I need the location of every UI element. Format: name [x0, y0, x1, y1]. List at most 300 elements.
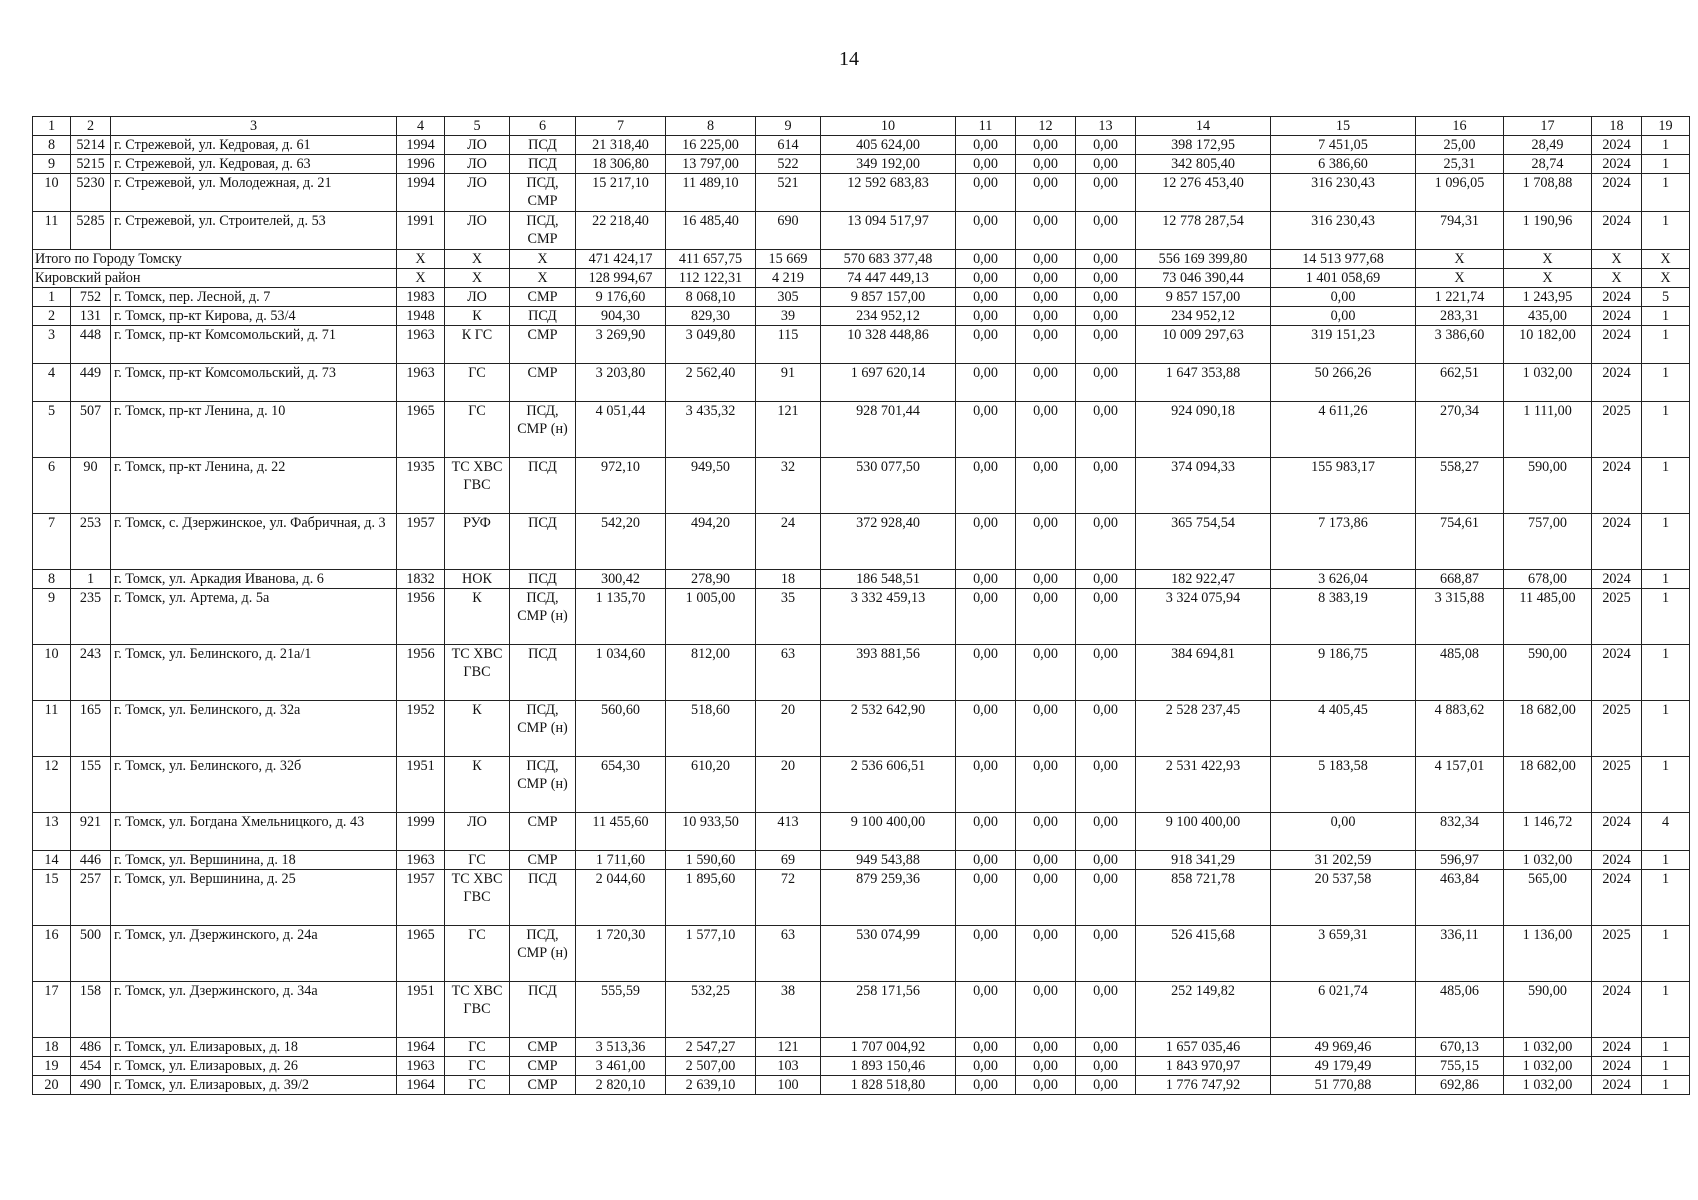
col19-cell: 1: [1642, 514, 1690, 570]
col11-cell: 0,00: [956, 570, 1016, 589]
year-cell: 1963: [397, 326, 445, 364]
plan-year-cell: 2024: [1592, 645, 1642, 701]
col12-cell: 0,00: [1016, 174, 1076, 212]
address-cell: г. Томск, пер. Лесной, д. 7: [111, 288, 397, 307]
total-cell: Х: [1416, 250, 1504, 269]
total-cost-cell: 3 332 459,13: [821, 589, 956, 645]
owners-cost-cell: 6 386,60: [1271, 155, 1416, 174]
column-number: 16: [1416, 117, 1504, 136]
work-type-cell: СМР: [510, 1076, 576, 1095]
work-type-cell: ПСД: [510, 307, 576, 326]
unit-cost-cell: 283,31: [1416, 307, 1504, 326]
residents-cell: 38: [756, 982, 821, 1038]
col13-cell: 0,00: [1076, 402, 1136, 458]
systems-cell: ГС: [445, 1038, 510, 1057]
col13-cell: 0,00: [1076, 458, 1136, 514]
table-row: [33, 813, 1690, 851]
address-cell: г. Томск, с. Дзержинское, ул. Фабричная, д. 3: [111, 514, 397, 570]
living-area-cell: 3 049,80: [666, 326, 756, 364]
owners-cost-cell: 7 451,05: [1271, 136, 1416, 155]
total-cost-cell: 405 624,00: [821, 136, 956, 155]
column-number: 17: [1504, 117, 1592, 136]
fund-cost-cell: 526 415,68: [1136, 926, 1271, 982]
living-area-cell: 16 225,00: [666, 136, 756, 155]
work-type-cell: СМР: [510, 813, 576, 851]
fund-cost-cell: 365 754,54: [1136, 514, 1271, 570]
year-cell: 1951: [397, 982, 445, 1038]
col11-cell: 0,00: [956, 926, 1016, 982]
table-row: [33, 757, 1690, 813]
col19-cell: 1: [1642, 870, 1690, 926]
fund-cost-cell: 3 324 075,94: [1136, 589, 1271, 645]
col11-cell: 0,00: [956, 1038, 1016, 1057]
col13-cell: 0,00: [1076, 1057, 1136, 1076]
row-number-cell: 10: [33, 645, 71, 701]
column-number: 4: [397, 117, 445, 136]
col11-cell: 0,00: [956, 212, 1016, 250]
column-number: 12: [1016, 117, 1076, 136]
work-type-cell: СМР: [510, 364, 576, 402]
total-label: Итого по Городу Томску: [33, 250, 397, 269]
house-id-cell: 155: [71, 757, 111, 813]
col13-cell: 0,00: [1076, 307, 1136, 326]
residents-cell: 72: [756, 870, 821, 926]
total-cost-cell: 393 881,56: [821, 645, 956, 701]
total-cell: 556 169 399,80: [1136, 250, 1271, 269]
address-cell: г. Томск, пр-кт Комсомольский, д. 71: [111, 326, 397, 364]
year-cell: 1957: [397, 514, 445, 570]
house-id-cell: 490: [71, 1076, 111, 1095]
table-row: [33, 589, 1690, 645]
year-cell: 1983: [397, 288, 445, 307]
systems-cell: НОК: [445, 570, 510, 589]
systems-cell: К ГС: [445, 326, 510, 364]
address-cell: г. Томск, пр-кт Кирова, д. 53/4: [111, 307, 397, 326]
row-number-cell: 4: [33, 364, 71, 402]
work-type-cell: ПСД: [510, 155, 576, 174]
total-cell: 0,00: [1016, 269, 1076, 288]
row-number-cell: 18: [33, 1038, 71, 1057]
total-cell: Х: [510, 250, 576, 269]
address-cell: г. Томск, ул. Елизаровых, д. 26: [111, 1057, 397, 1076]
col11-cell: 0,00: [956, 402, 1016, 458]
table-row: [33, 326, 1690, 364]
fund-cost-cell: 384 694,81: [1136, 645, 1271, 701]
owners-cost-cell: 5 183,58: [1271, 757, 1416, 813]
total-area-cell: 11 455,60: [576, 813, 666, 851]
total-cell: 112 122,31: [666, 269, 756, 288]
max-unit-cost-cell: 28,49: [1504, 136, 1592, 155]
max-unit-cost-cell: 1 032,00: [1504, 851, 1592, 870]
plan-year-cell: 2025: [1592, 926, 1642, 982]
row-number-cell: 7: [33, 514, 71, 570]
row-number-cell: 12: [33, 757, 71, 813]
systems-cell: ТС ХВС ГВС: [445, 982, 510, 1038]
living-area-cell: 1 577,10: [666, 926, 756, 982]
col19-cell: 1: [1642, 926, 1690, 982]
col19-cell: 1: [1642, 155, 1690, 174]
fund-cost-cell: 858 721,78: [1136, 870, 1271, 926]
column-number: 9: [756, 117, 821, 136]
col11-cell: 0,00: [956, 307, 1016, 326]
unit-cost-cell: 558,27: [1416, 458, 1504, 514]
year-cell: 1999: [397, 813, 445, 851]
unit-cost-cell: 485,08: [1416, 645, 1504, 701]
total-cell: Х: [510, 269, 576, 288]
year-cell: 1964: [397, 1076, 445, 1095]
total-area-cell: 560,60: [576, 701, 666, 757]
total-area-cell: 3 269,90: [576, 326, 666, 364]
total-cell: Х: [1416, 269, 1504, 288]
residents-cell: 69: [756, 851, 821, 870]
work-type-cell: СМР: [510, 1038, 576, 1057]
total-cell: 0,00: [956, 269, 1016, 288]
work-type-cell: ПСД, СМР (н): [510, 757, 576, 813]
col13-cell: 0,00: [1076, 926, 1136, 982]
col11-cell: 0,00: [956, 136, 1016, 155]
plan-year-cell: 2024: [1592, 851, 1642, 870]
work-type-cell: ПСД: [510, 458, 576, 514]
total-area-cell: 3 513,36: [576, 1038, 666, 1057]
row-number-cell: 10: [33, 174, 71, 212]
unit-cost-cell: 755,15: [1416, 1057, 1504, 1076]
total-cell: Х: [397, 269, 445, 288]
fund-cost-cell: 1 843 970,97: [1136, 1057, 1271, 1076]
living-area-cell: 949,50: [666, 458, 756, 514]
total-cell: 0,00: [1016, 250, 1076, 269]
year-cell: 1996: [397, 155, 445, 174]
unit-cost-cell: 668,87: [1416, 570, 1504, 589]
total-cell: 0,00: [1076, 250, 1136, 269]
address-cell: г. Томск, ул. Дзержинского, д. 24а: [111, 926, 397, 982]
table-row: [33, 136, 1690, 155]
col12-cell: 0,00: [1016, 589, 1076, 645]
unit-cost-cell: 25,00: [1416, 136, 1504, 155]
systems-cell: К: [445, 307, 510, 326]
max-unit-cost-cell: 11 485,00: [1504, 589, 1592, 645]
table-row: [33, 458, 1690, 514]
address-cell: г. Томск, ул. Елизаровых, д. 39/2: [111, 1076, 397, 1095]
col12-cell: 0,00: [1016, 1038, 1076, 1057]
col12-cell: 0,00: [1016, 307, 1076, 326]
col19-cell: 1: [1642, 645, 1690, 701]
total-area-cell: 1 720,30: [576, 926, 666, 982]
living-area-cell: 2 507,00: [666, 1057, 756, 1076]
year-cell: 1965: [397, 926, 445, 982]
column-number: 10: [821, 117, 956, 136]
total-cost-cell: 1 828 518,80: [821, 1076, 956, 1095]
systems-cell: ГС: [445, 851, 510, 870]
house-id-cell: 257: [71, 870, 111, 926]
plan-year-cell: 2024: [1592, 288, 1642, 307]
fund-cost-cell: 924 090,18: [1136, 402, 1271, 458]
unit-cost-cell: 596,97: [1416, 851, 1504, 870]
col11-cell: 0,00: [956, 326, 1016, 364]
col13-cell: 0,00: [1076, 174, 1136, 212]
total-cost-cell: 1 697 620,14: [821, 364, 956, 402]
fund-cost-cell: 918 341,29: [1136, 851, 1271, 870]
house-id-cell: 507: [71, 402, 111, 458]
col12-cell: 0,00: [1016, 1076, 1076, 1095]
total-cell: Х: [445, 269, 510, 288]
column-number: 8: [666, 117, 756, 136]
total-cost-cell: 9 857 157,00: [821, 288, 956, 307]
max-unit-cost-cell: 1 146,72: [1504, 813, 1592, 851]
total-cell: Х: [1504, 250, 1592, 269]
plan-year-cell: 2024: [1592, 870, 1642, 926]
residents-cell: 63: [756, 645, 821, 701]
table-row: [33, 926, 1690, 982]
systems-cell: К: [445, 701, 510, 757]
systems-cell: ГС: [445, 1057, 510, 1076]
residents-cell: 522: [756, 155, 821, 174]
systems-cell: ЛО: [445, 174, 510, 212]
column-number: 3: [111, 117, 397, 136]
row-number-cell: 6: [33, 458, 71, 514]
total-area-cell: 1 711,60: [576, 851, 666, 870]
year-cell: 1951: [397, 757, 445, 813]
work-type-cell: ПСД: [510, 514, 576, 570]
col12-cell: 0,00: [1016, 926, 1076, 982]
plan-year-cell: 2025: [1592, 589, 1642, 645]
house-id-cell: 500: [71, 926, 111, 982]
living-area-cell: 16 485,40: [666, 212, 756, 250]
column-number: 14: [1136, 117, 1271, 136]
address-cell: г. Томск, ул. Вершинина, д. 18: [111, 851, 397, 870]
col13-cell: 0,00: [1076, 813, 1136, 851]
total-cell: Х: [1642, 269, 1690, 288]
col13-cell: 0,00: [1076, 701, 1136, 757]
house-id-cell: 1: [71, 570, 111, 589]
total-area-cell: 972,10: [576, 458, 666, 514]
unit-cost-cell: 485,06: [1416, 982, 1504, 1038]
table-row: [33, 645, 1690, 701]
owners-cost-cell: 316 230,43: [1271, 212, 1416, 250]
col12-cell: 0,00: [1016, 364, 1076, 402]
total-cell: Х: [1504, 269, 1592, 288]
year-cell: 1956: [397, 589, 445, 645]
district-row-kirovsky: [33, 269, 1690, 288]
living-area-cell: 8 068,10: [666, 288, 756, 307]
registry-table: [32, 116, 1690, 1095]
total-cell: Х: [1592, 250, 1642, 269]
residents-cell: 63: [756, 926, 821, 982]
living-area-cell: 494,20: [666, 514, 756, 570]
col19-cell: 1: [1642, 982, 1690, 1038]
total-cost-cell: 2 532 642,90: [821, 701, 956, 757]
col12-cell: 0,00: [1016, 155, 1076, 174]
total-area-cell: 542,20: [576, 514, 666, 570]
col12-cell: 0,00: [1016, 402, 1076, 458]
total-cost-cell: 949 543,88: [821, 851, 956, 870]
col13-cell: 0,00: [1076, 514, 1136, 570]
total-cell: 471 424,17: [576, 250, 666, 269]
col19-cell: 1: [1642, 1057, 1690, 1076]
total-area-cell: 2 820,10: [576, 1076, 666, 1095]
col11-cell: 0,00: [956, 870, 1016, 926]
total-area-cell: 9 176,60: [576, 288, 666, 307]
systems-cell: РУФ: [445, 514, 510, 570]
total-area-cell: 3 461,00: [576, 1057, 666, 1076]
table-row: [33, 851, 1690, 870]
total-cost-cell: 9 100 400,00: [821, 813, 956, 851]
owners-cost-cell: 20 537,58: [1271, 870, 1416, 926]
total-cost-cell: 13 094 517,97: [821, 212, 956, 250]
total-cell: 0,00: [956, 250, 1016, 269]
year-cell: 1965: [397, 402, 445, 458]
total-cost-cell: 12 592 683,83: [821, 174, 956, 212]
plan-year-cell: 2024: [1592, 326, 1642, 364]
year-cell: 1963: [397, 851, 445, 870]
house-id-cell: 5230: [71, 174, 111, 212]
address-cell: г. Томск, ул. Богдана Хмельницкого, д. 43: [111, 813, 397, 851]
unit-cost-cell: 463,84: [1416, 870, 1504, 926]
col19-cell: 1: [1642, 136, 1690, 155]
fund-cost-cell: 9 100 400,00: [1136, 813, 1271, 851]
plan-year-cell: 2024: [1592, 155, 1642, 174]
fund-cost-cell: 252 149,82: [1136, 982, 1271, 1038]
row-number-cell: 16: [33, 926, 71, 982]
year-cell: 1952: [397, 701, 445, 757]
owners-cost-cell: 0,00: [1271, 813, 1416, 851]
plan-year-cell: 2024: [1592, 1038, 1642, 1057]
year-cell: 1991: [397, 212, 445, 250]
total-cell: 570 683 377,48: [821, 250, 956, 269]
total-cell: Х: [445, 250, 510, 269]
col13-cell: 0,00: [1076, 288, 1136, 307]
column-number: 19: [1642, 117, 1690, 136]
col12-cell: 0,00: [1016, 645, 1076, 701]
house-id-cell: 454: [71, 1057, 111, 1076]
unit-cost-cell: 270,34: [1416, 402, 1504, 458]
table-row: [33, 514, 1690, 570]
address-cell: г. Томск, ул. Белинского, д. 32б: [111, 757, 397, 813]
plan-year-cell: 2024: [1592, 212, 1642, 250]
page-number: 14: [839, 48, 859, 70]
unit-cost-cell: 662,51: [1416, 364, 1504, 402]
residents-cell: 103: [756, 1057, 821, 1076]
max-unit-cost-cell: 590,00: [1504, 458, 1592, 514]
plan-year-cell: 2025: [1592, 402, 1642, 458]
house-id-cell: 131: [71, 307, 111, 326]
total-cell: 1 401 058,69: [1271, 269, 1416, 288]
residents-cell: 121: [756, 402, 821, 458]
col19-cell: 1: [1642, 402, 1690, 458]
unit-cost-cell: 754,61: [1416, 514, 1504, 570]
col12-cell: 0,00: [1016, 757, 1076, 813]
owners-cost-cell: 4 405,45: [1271, 701, 1416, 757]
row-number-cell: 13: [33, 813, 71, 851]
row-number-cell: 15: [33, 870, 71, 926]
total-area-cell: 555,59: [576, 982, 666, 1038]
residents-cell: 690: [756, 212, 821, 250]
house-id-cell: 486: [71, 1038, 111, 1057]
col19-cell: 1: [1642, 1038, 1690, 1057]
fund-cost-cell: 374 094,33: [1136, 458, 1271, 514]
living-area-cell: 278,90: [666, 570, 756, 589]
house-id-cell: 158: [71, 982, 111, 1038]
total-area-cell: 4 051,44: [576, 402, 666, 458]
col19-cell: 1: [1642, 701, 1690, 757]
work-type-cell: ПСД, СМР: [510, 212, 576, 250]
total-cell: Х: [1642, 250, 1690, 269]
col12-cell: 0,00: [1016, 982, 1076, 1038]
year-cell: 1948: [397, 307, 445, 326]
owners-cost-cell: 3 626,04: [1271, 570, 1416, 589]
systems-cell: К: [445, 589, 510, 645]
row-number-cell: 3: [33, 326, 71, 364]
row-number-cell: 20: [33, 1076, 71, 1095]
address-cell: г. Томск, ул. Белинского, д. 32а: [111, 701, 397, 757]
table-row: [33, 1076, 1690, 1095]
house-id-cell: 235: [71, 589, 111, 645]
total-area-cell: 654,30: [576, 757, 666, 813]
max-unit-cost-cell: 1 708,88: [1504, 174, 1592, 212]
residents-cell: 305: [756, 288, 821, 307]
table-row: [33, 982, 1690, 1038]
col19-cell: 1: [1642, 1076, 1690, 1095]
table-row: [33, 174, 1690, 212]
owners-cost-cell: 6 021,74: [1271, 982, 1416, 1038]
col13-cell: 0,00: [1076, 757, 1136, 813]
total-cost-cell: 530 074,99: [821, 926, 956, 982]
plan-year-cell: 2025: [1592, 757, 1642, 813]
house-id-cell: 5215: [71, 155, 111, 174]
owners-cost-cell: 0,00: [1271, 288, 1416, 307]
total-cell: Х: [1592, 269, 1642, 288]
total-cost-cell: 1 893 150,46: [821, 1057, 956, 1076]
col19-cell: 1: [1642, 570, 1690, 589]
house-id-cell: 243: [71, 645, 111, 701]
table-row: [33, 870, 1690, 926]
work-type-cell: ПСД: [510, 870, 576, 926]
max-unit-cost-cell: 10 182,00: [1504, 326, 1592, 364]
col12-cell: 0,00: [1016, 570, 1076, 589]
total-cost-cell: 2 536 606,51: [821, 757, 956, 813]
col11-cell: 0,00: [956, 851, 1016, 870]
residents-cell: 20: [756, 701, 821, 757]
total-area-cell: 1 135,70: [576, 589, 666, 645]
owners-cost-cell: 50 266,26: [1271, 364, 1416, 402]
col19-cell: 5: [1642, 288, 1690, 307]
col19-cell: 1: [1642, 458, 1690, 514]
col12-cell: 0,00: [1016, 212, 1076, 250]
year-cell: 1964: [397, 1038, 445, 1057]
col19-cell: 1: [1642, 174, 1690, 212]
living-area-cell: 1 590,60: [666, 851, 756, 870]
column-number: 13: [1076, 117, 1136, 136]
total-cell: 15 669: [756, 250, 821, 269]
max-unit-cost-cell: 28,74: [1504, 155, 1592, 174]
fund-cost-cell: 1 647 353,88: [1136, 364, 1271, 402]
col12-cell: 0,00: [1016, 136, 1076, 155]
col12-cell: 0,00: [1016, 1057, 1076, 1076]
col12-cell: 0,00: [1016, 288, 1076, 307]
col11-cell: 0,00: [956, 288, 1016, 307]
total-cost-cell: 530 077,50: [821, 458, 956, 514]
work-type-cell: ПСД, СМР (н): [510, 589, 576, 645]
unit-cost-cell: 832,34: [1416, 813, 1504, 851]
address-cell: г. Томск, ул. Аркадия Иванова, д. 6: [111, 570, 397, 589]
year-cell: 1832: [397, 570, 445, 589]
column-number: 11: [956, 117, 1016, 136]
total-cell: 74 447 449,13: [821, 269, 956, 288]
plan-year-cell: 2024: [1592, 136, 1642, 155]
address-cell: г. Стрежевой, ул. Кедровая, д. 61: [111, 136, 397, 155]
residents-cell: 39: [756, 307, 821, 326]
col12-cell: 0,00: [1016, 458, 1076, 514]
col11-cell: 0,00: [956, 589, 1016, 645]
